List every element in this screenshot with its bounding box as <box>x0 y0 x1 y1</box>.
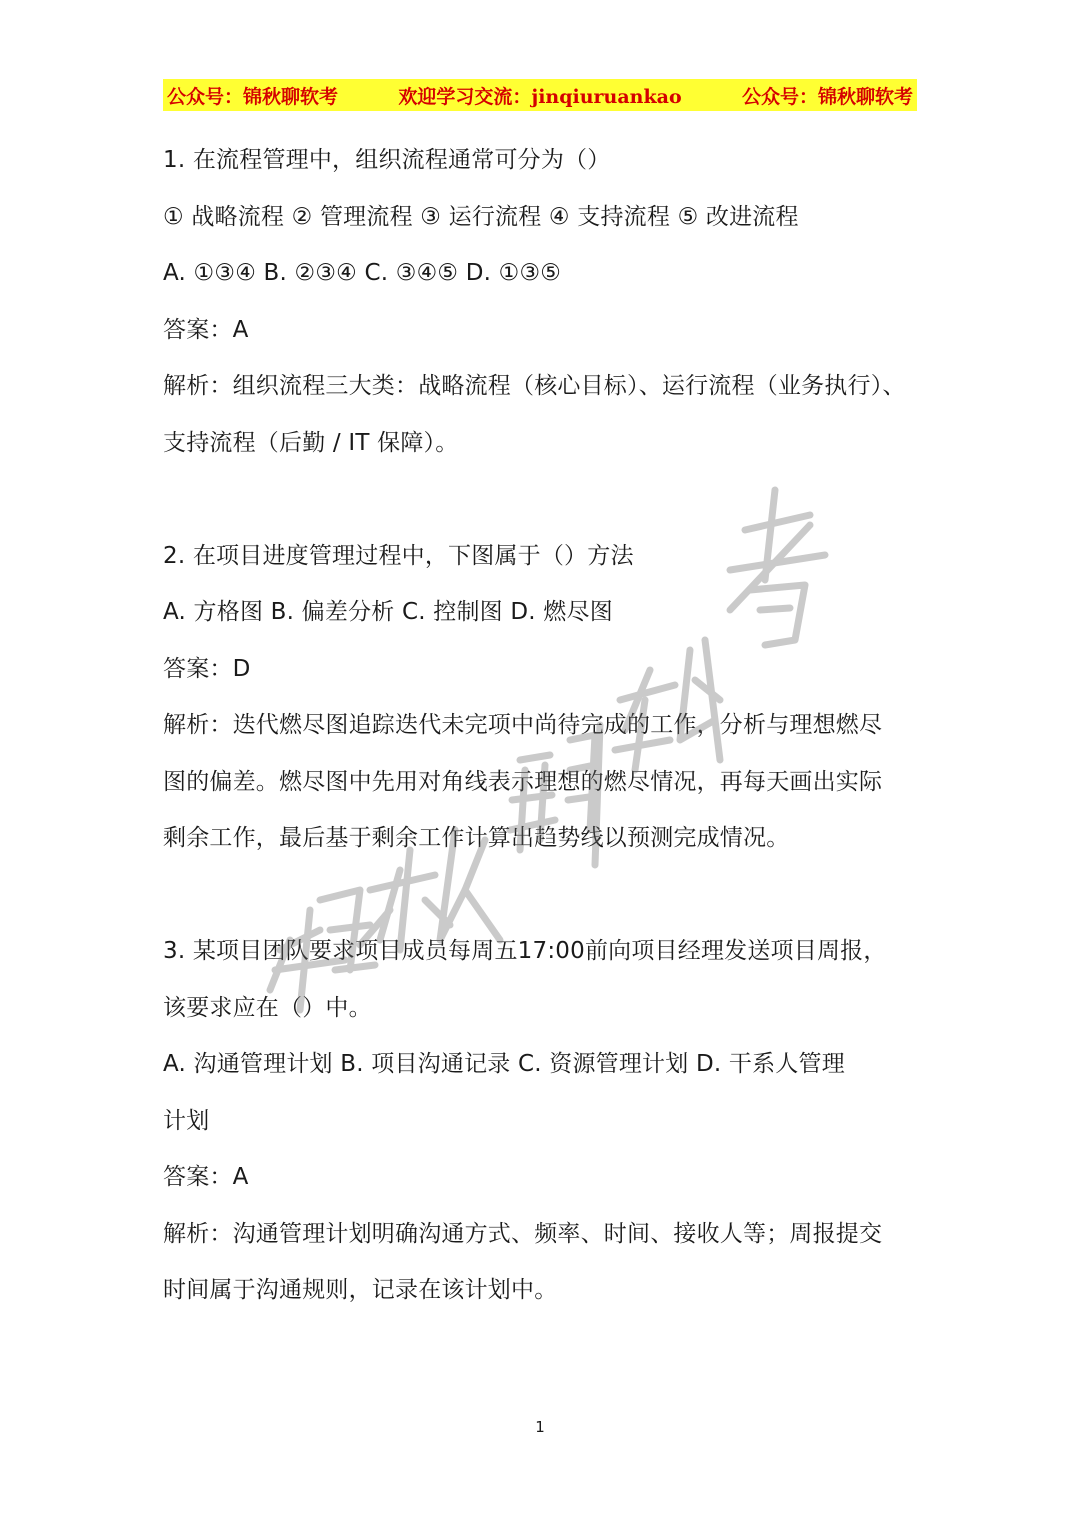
question-1-options: A. ①③④ B. ②③④ C. ③④⑤ D. ①③⑤ <box>163 260 562 286</box>
document-body <box>163 132 923 1319</box>
question-3-answer: 答案：A <box>163 1164 249 1190</box>
question-1-answer: 答案：A <box>163 316 249 343</box>
header-left-text: 公众号：锦秋聊软考 <box>167 85 339 108</box>
question-2-answer: 答案：D <box>163 655 251 682</box>
header-banner <box>163 79 917 111</box>
question-3-stem-cont: 该要求应在（）中。 <box>163 994 372 1021</box>
question-3-options-cont: 计划 <box>163 1107 210 1134</box>
question-3-explanation: 解析：沟通管理计划明确沟通方式、频率、时间、接收人等；周报提交 <box>163 1220 883 1247</box>
question-3-stem: 3. 某项目团队要求项目成员每周五17:00前向项目经理发送项目周报， <box>163 938 887 964</box>
header-right-text: 公众号：锦秋聊软考 <box>741 85 913 108</box>
question-3-explanation-cont: 时间属于沟通规则，记录在该计划中。 <box>163 1277 558 1303</box>
question-1-stem: 1. 在流程管理中，组织流程通常可分为（） <box>163 147 611 173</box>
question-1-items: ① 战略流程 ② 管理流程 ③ 运行流程 ④ 支持流程 ⑤ 改进流程 <box>163 203 799 230</box>
question-2-options: A. 方格图 B. 偏差分析 C. 控制图 D. 燃尽图 <box>163 599 613 625</box>
question-2-explanation: 解析：迭代燃尽图追踪迭代未完项中尚待完成的工作，分析与理想燃尽 <box>163 712 883 738</box>
question-1-explanation: 解析：组织流程三大类：战略流程（核心目标）、运行流程（业务执行）、 <box>163 373 906 399</box>
question-3-options: A. 沟通管理计划 B. 项目沟通记录 C. 资源管理计划 D. 干系人管理 <box>163 1051 845 1077</box>
question-2-explanation-cont: 剩余工作，最后基于剩余工作计算出趋势线以预测完成情况。 <box>163 825 790 851</box>
question-2-stem: 2. 在项目进度管理过程中，下图属于（）方法 <box>163 542 634 569</box>
spacer <box>163 867 923 924</box>
question-1-explanation-cont: 支持流程（后勤 / IT 保障）。 <box>163 429 459 456</box>
page-number: 1 <box>535 1418 545 1436</box>
header-middle-text: 欢迎学习交流：jinqiuruankao <box>398 85 682 108</box>
question-2-explanation-cont: 图的偏差。燃尽图中先用对角线表示理想的燃尽情况，再每天画出实际 <box>163 768 883 795</box>
spacer <box>163 471 923 528</box>
